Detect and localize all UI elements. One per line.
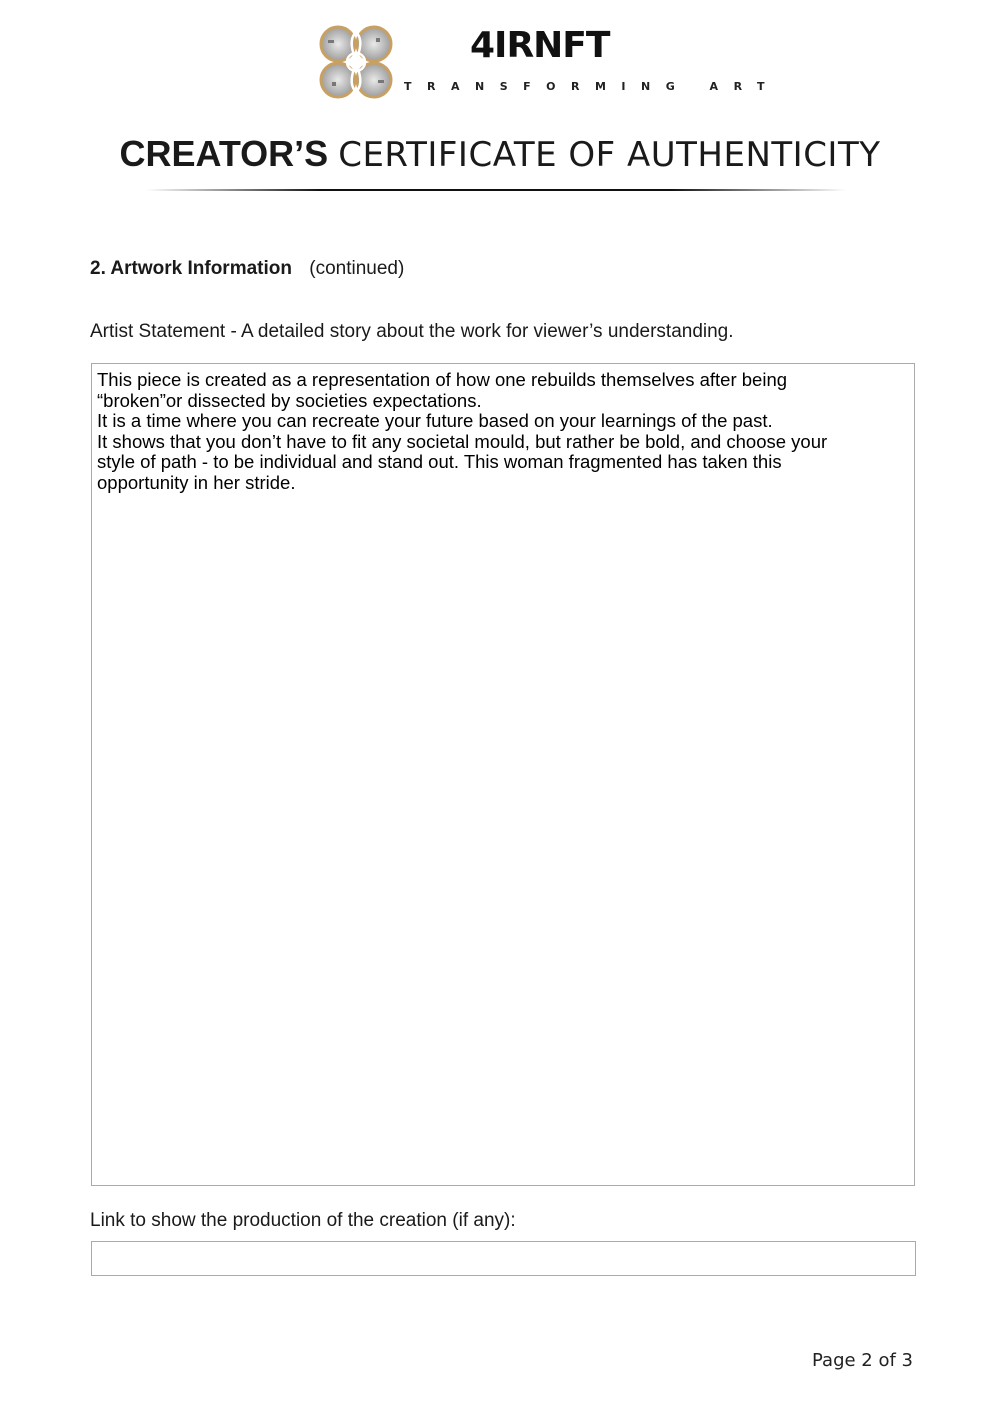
artist-statement-line: “broken”or dissected by societies expectations. [97,389,482,411]
section-heading-continued: (continued) [309,258,405,279]
page-title-strong: CREATOR’S [119,133,329,174]
artist-statement-line: opportunity in her stride. [97,471,296,493]
artist-statement-line: It shows that you don’t have to fit any societal mould, but rather be bold, and choose your [97,430,828,452]
brand-name: 4IRNFT [470,25,610,66]
brand-tagline: TRANSFORMING ART [404,80,781,93]
page-title [0,133,1000,175]
section-heading [90,258,404,280]
artist-statement-line: style of path - to be individual and stand out. This woman fragmented has taken this [97,451,782,472]
production-link-label: Link to show the production of the creation (if any): [90,1210,516,1231]
artist-statement-line: It is a time where you can recreate your future based on your learnings of the past. [97,410,773,431]
artist-statement-label: Artist Statement - A detailed story about the work for viewer’s understanding. [90,321,734,342]
artist-statement-line: This piece is created as a representation of how one rebuilds themselves after being [97,369,788,390]
infinity-knot-logo-icon [316,22,396,102]
page-title-rest: CERTIFICATE OF AUTHENTICITY [338,135,881,175]
production-link-field[interactable] [91,1241,916,1276]
artist-statement-field[interactable] [91,363,915,1186]
page-number: Page 2 of 3 [812,1350,913,1371]
section-heading-title: 2. Artwork Information [90,258,292,279]
title-divider [146,189,846,191]
